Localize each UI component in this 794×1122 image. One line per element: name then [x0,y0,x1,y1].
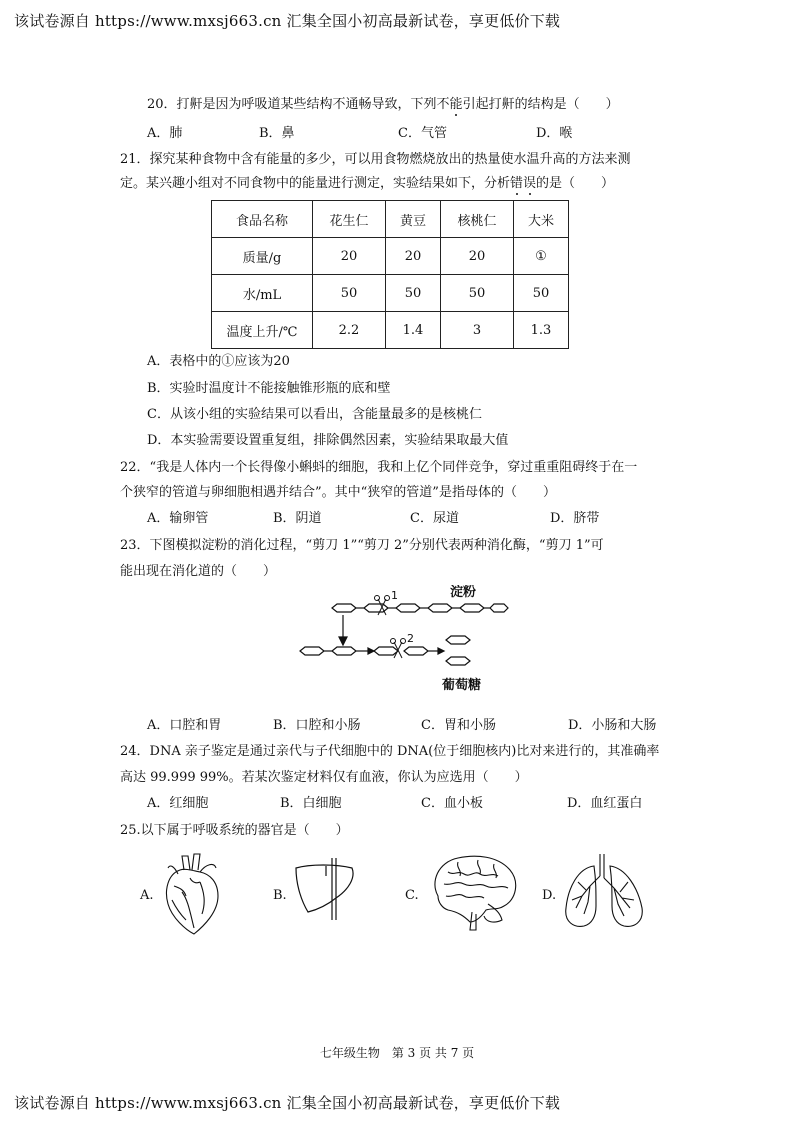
table-header-cell: 核桃仁 [441,201,514,238]
q22-option-b[interactable]: B．阴道 [273,511,322,526]
q24-option-a[interactable]: A．红细胞 [147,796,209,811]
source-banner-top: 该试卷源自 https://www.mxsj663.cn 汇集全国小初高最新试卷，享更低价下载 [14,12,561,30]
q23-stem-line2: 能出现在消化道的（ ） [120,564,277,579]
lungs-icon[interactable] [562,852,646,932]
table-row [212,238,569,275]
q22-stem-line1: 22．“我是人体内一个长得像小蝌蚪的细胞，我和上亿个同伴竞争，穿过重重阻碍终于在一 [120,460,638,475]
starch-label: 淀粉 [450,585,477,600]
q23-option-c[interactable]: C．胃和小肠 [421,718,496,733]
q25-option-b[interactable]: B. [273,888,287,903]
liver-icon[interactable] [292,856,358,922]
q20-stem-part2: 引起打鼾的结构是（ ） [462,97,619,112]
q24-option-d[interactable]: D．血红蛋白 [567,796,643,811]
table-row [212,275,569,312]
q23-option-b[interactable]: B．口腔和小肠 [273,718,361,733]
table-cell: 50 [313,275,386,312]
q24-option-c[interactable]: C．血小板 [421,796,483,811]
table-header-cell: 食品名称 [212,201,313,238]
q21-emphasis-char-1: 错 [510,176,524,191]
q24-stem-line1: 24．DNA 亲子鉴定是通过亲代与子代细胞中的 DNA(位于细胞核内)比对来进行的，其准确率 [120,744,660,759]
table-cell: 50 [386,275,441,312]
table-cell: 1.4 [386,312,441,349]
table-cell: 20 [386,238,441,275]
q20-option-a[interactable]: A．肺 [147,126,183,141]
food-energy-table [211,200,569,349]
table-cell: 1.3 [514,312,569,349]
q25-stem: 25.以下属于呼吸系统的器官是（ ） [120,823,349,838]
q22-option-a[interactable]: A．输卵管 [147,511,209,526]
table-header-row [212,201,569,238]
table-cell: 温度上升/℃ [212,312,313,349]
q21-option-b[interactable]: B．实验时温度计不能接触锥形瓶的底和壁 [147,381,391,396]
table-cell: ① [514,238,569,275]
q20-option-c[interactable]: C．气管 [398,126,447,141]
scissor-1-label: 1 [391,589,398,602]
q25-option-a[interactable]: A. [140,888,154,903]
q24-option-b[interactable]: B．白细胞 [280,796,342,811]
q21-stem-part2: 的是（ ） [536,176,615,191]
q21-option-c[interactable]: C．从该小组的实验结果可以看出，含能量最多的是核桃仁 [147,407,482,422]
table-cell: 2.2 [313,312,386,349]
q21-option-d[interactable]: D．本实验需要设置重复组，排除偶然因素，实验结果取最大值 [147,433,509,448]
q22-option-d[interactable]: D．脐带 [550,511,600,526]
q22-stem-line2: 个狭窄的管道与卵细胞相遇并结合”。其中“狭窄的管道”是指母体的（ ） [120,485,556,500]
table-row [212,312,569,349]
table-header-cell: 花生仁 [313,201,386,238]
table-cell: 50 [441,275,514,312]
q20-option-b[interactable]: B．鼻 [259,126,295,141]
q21-stem-line1: 21．探究某种食物中含有能量的多少，可以用食物燃烧放出的热量使水温升高的方法来测 [120,152,631,167]
brain-icon[interactable] [428,852,520,932]
q20-option-d[interactable]: D．喉 [536,126,573,141]
q21-emphasis-char-2: 误 [523,176,537,191]
q23-option-a[interactable]: A．口腔和胃 [147,718,222,733]
table-cell: 20 [313,238,386,275]
table-header-cell: 大米 [514,201,569,238]
q20-stem [147,96,619,114]
q21-stem-part1: 定。某兴趣小组对不同食物中的能量进行测定，实验结果如下，分析 [120,176,511,191]
q25-option-d[interactable]: D. [542,888,557,903]
q25-option-c[interactable]: C. [405,888,419,903]
glucose-label: 葡萄糖 [442,678,482,693]
page-footer: 七年级生物 第 3 页 共 7 页 [319,1046,475,1060]
source-banner-bottom: 该试卷源自 https://www.mxsj663.cn 汇集全国小初高最新试卷，享更低价下载 [14,1094,561,1112]
heart-icon[interactable] [160,852,224,936]
q23-option-d[interactable]: D．小肠和大肠 [568,718,657,733]
table-cell: 3 [441,312,514,349]
starch-digestion-diagram [294,585,514,695]
q21-stem-line2 [120,175,614,193]
table-cell: 质量/g [212,238,313,275]
q22-option-c[interactable]: C．尿道 [410,511,459,526]
q24-stem-line2: 高达 99.999 99%。若某次鉴定材料仅有血液，你认为应选用（ ） [120,770,528,785]
q21-option-a[interactable]: A．表格中的①应该为20 [147,354,290,369]
q20-emphasis-char: 能 [449,97,463,112]
scissor-2-label: 2 [407,632,414,645]
q23-stem-line1: 23．下图模拟淀粉的消化过程，“剪刀 1”“剪刀 2”分别代表两种消化酶，“剪刀 1”可 [120,538,604,553]
q20-stem-part1: 20．打鼾是因为呼吸道某些结构不通畅导致，下列不 [147,97,450,112]
table-cell: 50 [514,275,569,312]
table-cell: 20 [441,238,514,275]
table-header-cell: 黄豆 [386,201,441,238]
table-cell: 水/mL [212,275,313,312]
